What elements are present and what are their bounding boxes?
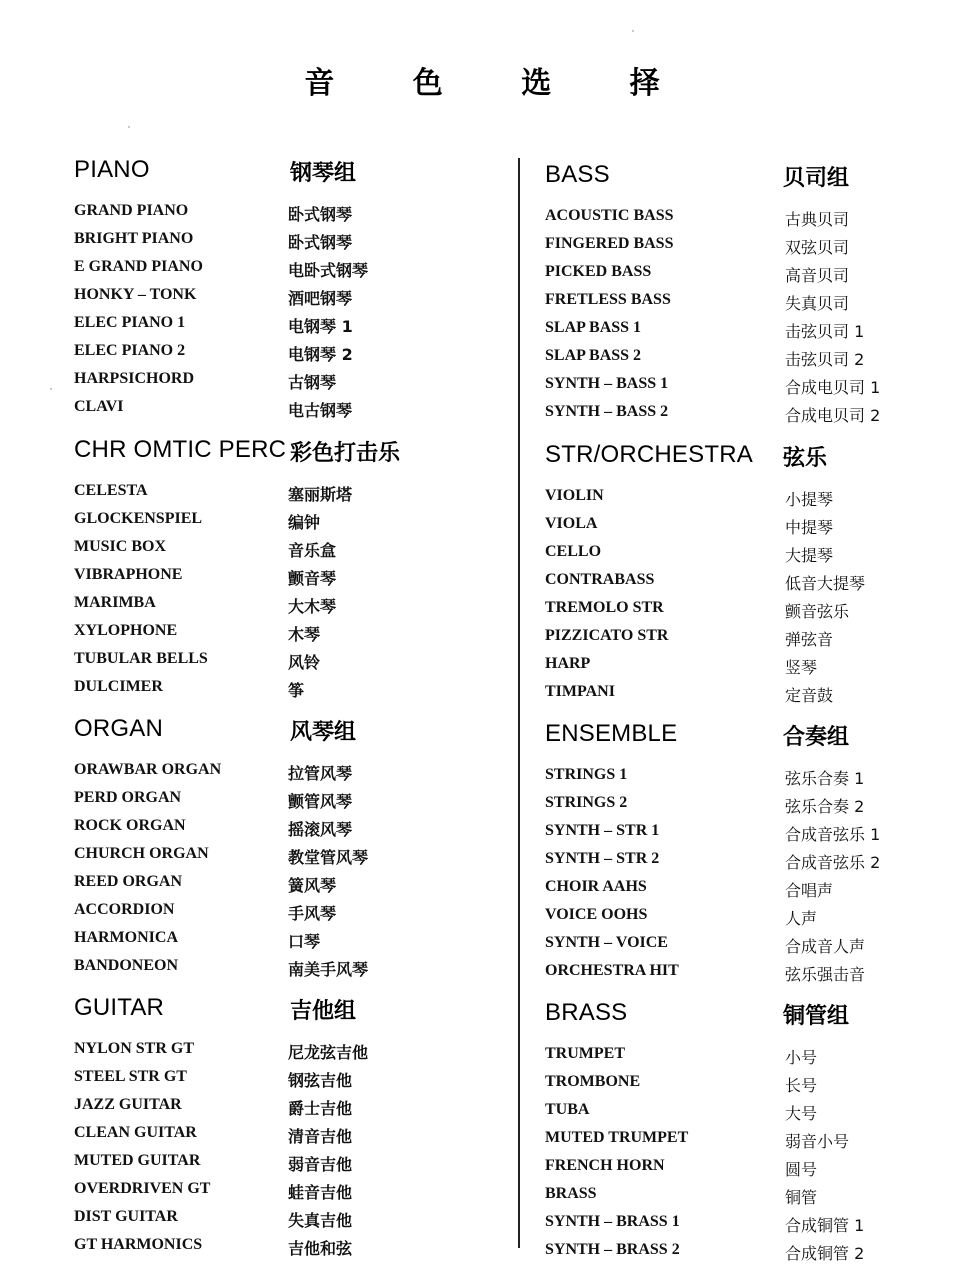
list-item <box>545 207 945 235</box>
instrument-zh: 电卧式钢琴 <box>288 261 369 280</box>
instrument-en: BANDONEON <box>74 957 179 974</box>
instrument-zh: 爵士吉他 <box>288 1099 353 1118</box>
list-item <box>74 1124 494 1152</box>
section-organ <box>74 715 494 985</box>
instrument-en: PERD ORGAN <box>74 789 182 806</box>
instrument-en: E GRAND PIANO <box>74 258 203 275</box>
list-item <box>545 375 945 403</box>
instrument-zh: 大提琴 <box>785 546 834 565</box>
instrument-en: SYNTH – BRASS 1 <box>545 1213 680 1230</box>
instrument-en: CELESTA <box>74 482 148 499</box>
list-item <box>545 291 945 319</box>
instrument-zh: 圆号 <box>785 1160 818 1179</box>
instrument-zh: 定音鼓 <box>785 686 834 705</box>
instrument-en: ELEC PIANO 1 <box>74 314 186 331</box>
instrument-en: FINGERED BASS <box>545 235 674 252</box>
instrument-zh: 吉他和弦 <box>288 1239 353 1258</box>
list-item <box>74 1096 494 1124</box>
instrument-zh: 电古钢琴 <box>288 401 353 420</box>
list-item <box>74 566 494 594</box>
instrument-zh: 长号 <box>785 1076 818 1095</box>
instrument-zh: 击弦贝司 2 <box>785 350 865 369</box>
list-item <box>545 403 945 431</box>
section-title-zh: 合奏组 <box>783 725 850 750</box>
instrument-en: MARIMBA <box>74 594 156 611</box>
instrument-en: CHURCH ORGAN <box>74 845 209 862</box>
instrument-zh: 清音吉他 <box>288 1127 353 1146</box>
section-title-en: STR/ORCHESTRA <box>545 441 753 468</box>
instrument-en: MUTED GUITAR <box>74 1152 201 1169</box>
instrument-zh: 古钢琴 <box>288 373 337 392</box>
list-item <box>74 398 494 426</box>
list-item <box>74 482 494 510</box>
instrument-en: FRETLESS BASS <box>545 291 671 308</box>
list-item <box>545 627 945 655</box>
instrument-en: HARMONICA <box>74 929 178 946</box>
instrument-zh: 弱音小号 <box>785 1132 850 1151</box>
instrument-zh: 合唱声 <box>785 881 834 900</box>
instrument-en: PICKED BASS <box>545 263 652 280</box>
instrument-zh: 合成铜管 2 <box>785 1244 865 1263</box>
list-item <box>74 761 494 789</box>
instrument-en: CELLO <box>545 543 602 560</box>
list-item <box>545 1129 945 1157</box>
instrument-en: PIZZICATO STR <box>545 627 669 644</box>
instrument-en: SLAP BASS 2 <box>545 347 642 364</box>
instrument-en: GLOCKENSPIEL <box>74 510 203 527</box>
section-title-en: PIANO <box>74 156 150 183</box>
instrument-zh: 双弦贝司 <box>785 238 850 257</box>
instrument-zh: 塞丽斯塔 <box>288 485 353 504</box>
list-item <box>74 370 494 398</box>
list-item <box>545 1101 945 1129</box>
section-ensemble <box>545 720 945 990</box>
section-title-en: BASS <box>545 161 610 188</box>
instrument-zh: 高音贝司 <box>785 266 850 285</box>
instrument-en: ROCK ORGAN <box>74 817 186 834</box>
section-header <box>74 436 494 482</box>
instrument-en: JAZZ GUITAR <box>74 1096 182 1113</box>
list-item <box>74 1152 494 1180</box>
instrument-zh: 编钟 <box>288 513 321 532</box>
instrument-zh: 蛙音吉他 <box>288 1183 353 1202</box>
section-title-en: BRASS <box>545 999 628 1026</box>
instrument-zh: 铜管 <box>785 1188 818 1207</box>
instrument-zh: 合成电贝司 2 <box>785 406 881 425</box>
instrument-en: HARPSICHORD <box>74 370 195 387</box>
list-item <box>74 650 494 678</box>
instrument-en: ELEC PIANO 2 <box>74 342 186 359</box>
instrument-zh: 簧风琴 <box>288 876 337 895</box>
instrument-zh: 口琴 <box>288 932 321 951</box>
instrument-zh: 筝 <box>288 681 305 700</box>
section-title-zh: 弦乐 <box>783 446 828 471</box>
list-item <box>545 794 945 822</box>
instrument-en: ACOUSTIC BASS <box>545 207 674 224</box>
section-chromatic-perc <box>74 436 494 706</box>
list-item <box>74 622 494 650</box>
list-item <box>74 789 494 817</box>
instrument-zh: 中提琴 <box>785 518 834 537</box>
list-item <box>545 571 945 599</box>
instrument-en: TUBA <box>545 1101 590 1118</box>
list-item <box>545 347 945 375</box>
instrument-zh: 合成电贝司 1 <box>785 378 881 397</box>
instrument-en: SLAP BASS 1 <box>545 319 642 336</box>
list-item <box>74 1068 494 1096</box>
instrument-zh: 酒吧钢琴 <box>288 289 353 308</box>
list-item <box>545 1157 945 1185</box>
instrument-zh: 大号 <box>785 1104 818 1123</box>
instrument-zh: 小提琴 <box>785 490 834 509</box>
list-item <box>74 510 494 538</box>
list-item <box>545 1185 945 1213</box>
list-item <box>545 1045 945 1073</box>
section-title-en: CHR OMTIC PERC <box>74 436 287 463</box>
instrument-en: VIOLA <box>545 515 598 532</box>
list-item <box>74 901 494 929</box>
instrument-en: TIMPANI <box>545 683 615 700</box>
instrument-zh: 大木琴 <box>288 597 337 616</box>
scan-speck <box>632 30 634 32</box>
list-item <box>545 962 945 990</box>
list-item <box>545 1213 945 1241</box>
instrument-zh: 古典贝司 <box>785 210 850 229</box>
section-title-zh: 风琴组 <box>290 720 357 745</box>
section-str-orchestra <box>545 441 945 711</box>
section-title-zh: 彩色打击乐 <box>290 441 401 466</box>
list-item <box>545 1073 945 1101</box>
instrument-en: TROMBONE <box>545 1073 641 1090</box>
instrument-en: OVERDRIVEN GT <box>74 1180 211 1197</box>
instrument-zh: 卧式钢琴 <box>288 233 353 252</box>
list-item <box>545 655 945 683</box>
list-item <box>74 845 494 873</box>
column-divider <box>518 158 520 1248</box>
list-item <box>74 929 494 957</box>
instrument-en: DIST GUITAR <box>74 1208 178 1225</box>
instrument-zh: 钢弦吉他 <box>288 1071 353 1090</box>
instrument-en: SYNTH – STR 1 <box>545 822 660 839</box>
section-header <box>545 161 945 207</box>
instrument-en: ACCORDION <box>74 901 175 918</box>
section-piano <box>74 156 494 426</box>
instrument-zh: 失真吉他 <box>288 1211 353 1230</box>
list-item <box>74 538 494 566</box>
instrument-en: CONTRABASS <box>545 571 655 588</box>
list-item <box>545 850 945 878</box>
section-title-en: ENSEMBLE <box>545 720 678 747</box>
instrument-en: HONKY – TONK <box>74 286 197 303</box>
instrument-zh: 拉管风琴 <box>288 764 353 783</box>
instrument-en: ORAWBAR ORGAN <box>74 761 222 778</box>
instrument-en: VIOLIN <box>545 487 604 504</box>
list-item <box>74 286 494 314</box>
instrument-en: VIBRAPHONE <box>74 566 183 583</box>
instrument-en: SYNTH – BASS 1 <box>545 375 669 392</box>
instrument-en: GRAND PIANO <box>74 202 189 219</box>
instrument-zh: 弹弦音 <box>785 630 834 649</box>
instrument-en: STRINGS 2 <box>545 794 628 811</box>
instrument-zh: 弦乐强击音 <box>785 965 866 984</box>
list-item <box>545 822 945 850</box>
instrument-en: BRIGHT PIANO <box>74 230 194 247</box>
instrument-zh: 风铃 <box>288 653 321 672</box>
instrument-en: BRASS <box>545 1185 597 1202</box>
instrument-zh: 颤音琴 <box>288 569 337 588</box>
section-header <box>74 715 494 761</box>
section-guitar <box>74 994 494 1264</box>
list-item <box>545 934 945 962</box>
list-item <box>74 258 494 286</box>
list-item <box>545 235 945 263</box>
instrument-en: SYNTH – VOICE <box>545 934 668 951</box>
instrument-en: TRUMPET <box>545 1045 625 1062</box>
instrument-zh: 弦乐合奏 1 <box>785 769 865 788</box>
section-title-zh: 吉他组 <box>290 999 357 1024</box>
list-item <box>545 263 945 291</box>
instrument-en: CLAVI <box>74 398 124 415</box>
instrument-zh: 南美手风琴 <box>288 960 369 979</box>
section-header <box>74 994 494 1040</box>
instrument-zh: 失真贝司 <box>785 294 850 313</box>
list-item <box>74 678 494 706</box>
instrument-en: STRINGS 1 <box>545 766 628 783</box>
scan-speck <box>128 126 130 128</box>
section-title-zh: 铜管组 <box>783 1004 850 1029</box>
section-title-en: ORGAN <box>74 715 164 742</box>
instrument-zh: 电钢琴 2 <box>288 345 353 364</box>
list-item <box>74 314 494 342</box>
list-item <box>74 957 494 985</box>
list-item <box>74 1236 494 1264</box>
instrument-en: STEEL STR GT <box>74 1068 187 1085</box>
list-item <box>74 342 494 370</box>
section-header <box>545 441 945 487</box>
instrument-en: DULCIMER <box>74 678 163 695</box>
instrument-en: SYNTH – STR 2 <box>545 850 660 867</box>
list-item <box>545 766 945 794</box>
list-item <box>74 202 494 230</box>
list-item <box>74 1180 494 1208</box>
instrument-zh: 尼龙弦吉他 <box>288 1043 369 1062</box>
list-item <box>545 599 945 627</box>
instrument-en: MUSIC BOX <box>74 538 167 555</box>
list-item <box>74 817 494 845</box>
instrument-zh: 合成音弦乐 2 <box>785 853 881 872</box>
section-header <box>74 156 494 202</box>
list-item <box>545 543 945 571</box>
instrument-zh: 手风琴 <box>288 904 337 923</box>
instrument-en: ORCHESTRA HIT <box>545 962 679 979</box>
instrument-en: CHOIR AAHS <box>545 878 647 895</box>
list-item <box>545 878 945 906</box>
section-brass <box>545 999 945 1264</box>
instrument-zh: 颤音弦乐 <box>785 602 850 621</box>
list-item <box>545 515 945 543</box>
instrument-zh: 摇滚风琴 <box>288 820 353 839</box>
section-title-en: GUITAR <box>74 994 165 1021</box>
instrument-zh: 卧式钢琴 <box>288 205 353 224</box>
instrument-zh: 合成铜管 1 <box>785 1216 865 1235</box>
list-item <box>74 594 494 622</box>
list-item <box>545 906 945 934</box>
instrument-zh: 颤管风琴 <box>288 792 353 811</box>
instrument-zh: 小号 <box>785 1048 818 1067</box>
instrument-en: TREMOLO STR <box>545 599 664 616</box>
list-item <box>545 1241 945 1264</box>
section-header <box>545 999 945 1045</box>
instrument-en: GT HARMONICS <box>74 1236 203 1253</box>
instrument-zh: 竖琴 <box>785 658 818 677</box>
instrument-en: NYLON STR GT <box>74 1040 195 1057</box>
list-item <box>545 319 945 347</box>
instrument-zh: 电钢琴 1 <box>288 317 353 336</box>
instrument-zh: 击弦贝司 1 <box>785 322 865 341</box>
instrument-zh: 弱音吉他 <box>288 1155 353 1174</box>
scan-speck <box>50 388 52 390</box>
list-item <box>74 873 494 901</box>
instrument-zh: 音乐盒 <box>288 541 337 560</box>
instrument-zh: 教堂管风琴 <box>288 848 369 867</box>
list-item <box>545 683 945 711</box>
section-title-zh: 贝司组 <box>783 166 850 191</box>
section-bass <box>545 161 945 431</box>
instrument-en: SYNTH – BRASS 2 <box>545 1241 680 1258</box>
instrument-zh: 合成音弦乐 1 <box>785 825 881 844</box>
instrument-en: HARP <box>545 655 591 672</box>
list-item <box>545 487 945 515</box>
instrument-zh: 合成音人声 <box>785 937 866 956</box>
instrument-en: TUBULAR BELLS <box>74 650 208 667</box>
instrument-zh: 木琴 <box>288 625 321 644</box>
instrument-en: SYNTH – BASS 2 <box>545 403 669 420</box>
instrument-zh: 弦乐合奏 2 <box>785 797 865 816</box>
list-item <box>74 230 494 258</box>
list-item <box>74 1208 494 1236</box>
instrument-en: REED ORGAN <box>74 873 183 890</box>
instrument-en: MUTED TRUMPET <box>545 1129 689 1146</box>
instrument-zh: 低音大提琴 <box>785 574 866 593</box>
list-item <box>74 1040 494 1068</box>
section-header <box>545 720 945 766</box>
instrument-en: CLEAN GUITAR <box>74 1124 197 1141</box>
instrument-en: XYLOPHONE <box>74 622 178 639</box>
instrument-en: VOICE OOHS <box>545 906 648 923</box>
instrument-zh: 人声 <box>785 909 818 928</box>
instrument-en: FRENCH HORN <box>545 1157 665 1174</box>
section-title-zh: 钢琴组 <box>290 161 357 186</box>
page-title: 音 色 选 择 <box>304 66 694 101</box>
